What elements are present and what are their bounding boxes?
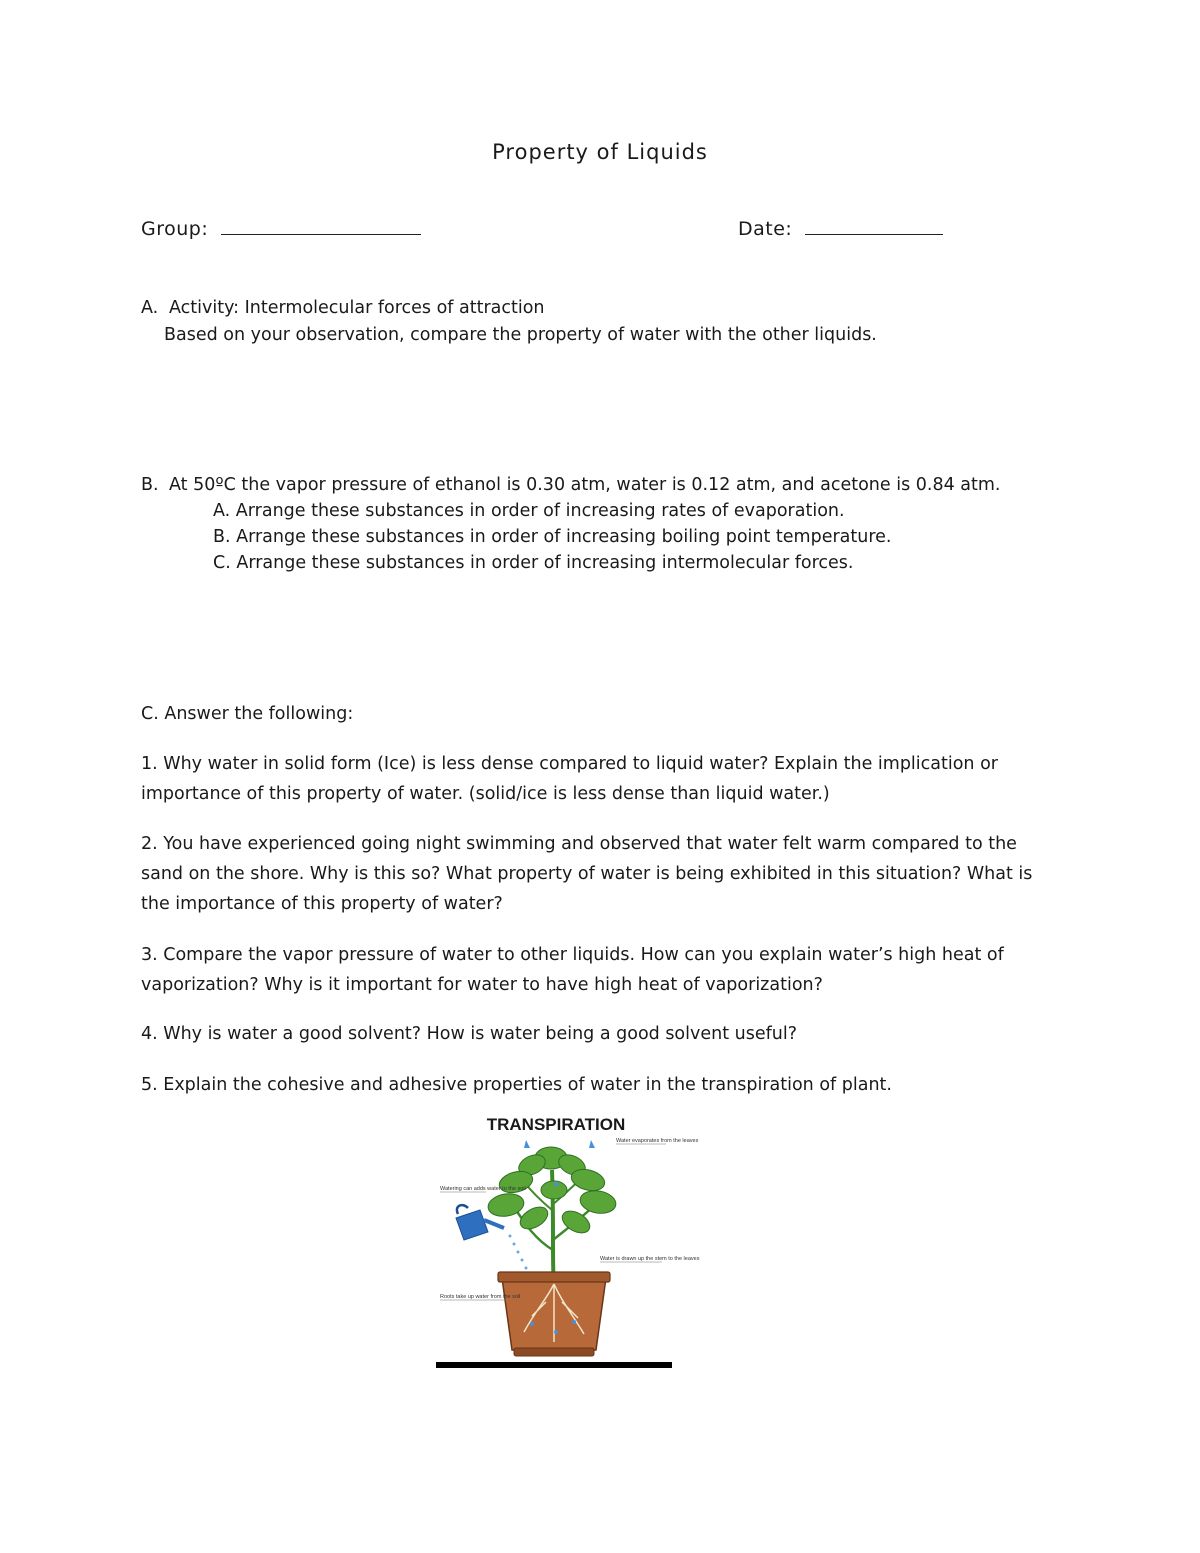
question-2-line-2: sand on the shore. Why is this so? What property of water is being exhibited in this situation? What is (141, 864, 1033, 884)
section-a-label: A. (141, 298, 159, 318)
question-3-line-1: 3. Compare the vapor pressure of water to other liquids. How can you explain water’s high heat of (141, 945, 1004, 965)
group-field[interactable] (141, 218, 421, 240)
date-blank-line[interactable] (805, 218, 943, 235)
question-2-line-1: 2. You have experienced going night swimming and observed that water felt warm compared to the (141, 834, 1017, 854)
group-blank-line[interactable] (221, 218, 421, 235)
transpiration-diagram (436, 1110, 700, 1368)
section-a-heading (141, 298, 545, 318)
label-stem: Water is drawn up the stem to the leaves (600, 1256, 700, 1262)
question-5: 5. Explain the cohesive and adhesive properties of water in the transpiration of plant. (141, 1075, 892, 1095)
question-2-line-3: the importance of this property of water? (141, 894, 503, 914)
date-field[interactable] (738, 218, 943, 240)
section-b-item-c: C. Arrange these substances in order of increasing intermolecular forces. (213, 553, 854, 573)
section-b-prompt (141, 475, 1001, 495)
question-3-line-2: vaporization? Why is it important for water to have high heat of vaporization? (141, 975, 823, 995)
label-evaporation: Water evaporates from the leaves (616, 1138, 699, 1144)
question-1-line-1: 1. Why water in solid form (Ice) is less dense compared to liquid water? Explain the implication or (141, 754, 998, 774)
date-label: Date: (738, 218, 793, 240)
group-label: Group: (141, 218, 209, 240)
question-4: 4. Why is water a good solvent? How is water being a good solvent useful? (141, 1024, 798, 1044)
section-a-heading-text: Activity: Intermolecular forces of attraction (169, 298, 545, 318)
label-watering: Watering can adds water to the soil (440, 1186, 526, 1192)
section-c-heading: C. Answer the following: (141, 704, 354, 724)
flower-pot (498, 1272, 610, 1356)
question-1-line-2: importance of this property of water. (solid/ice is less dense than liquid water.) (141, 784, 830, 804)
section-b-prompt-text: At 50ºC the vapor pressure of ethanol is 0.30 atm, water is 0.12 atm, and acetone is 0.84 atm. (169, 475, 1001, 495)
section-b-item-b: B. Arrange these substances in order of increasing boiling point temperature. (213, 527, 892, 547)
diagram-title: TRANSPIRATION (486, 1115, 626, 1134)
label-roots: Roots take up water from the soil (440, 1294, 521, 1300)
section-b-label: B. (141, 475, 159, 495)
section-b-item-a: A. Arrange these substances in order of increasing rates of evaporation. (213, 501, 845, 521)
section-a-instruction: Based on your observation, compare the property of water with the other liquids. (164, 325, 877, 345)
page-title: Property of Liquids (492, 140, 708, 164)
